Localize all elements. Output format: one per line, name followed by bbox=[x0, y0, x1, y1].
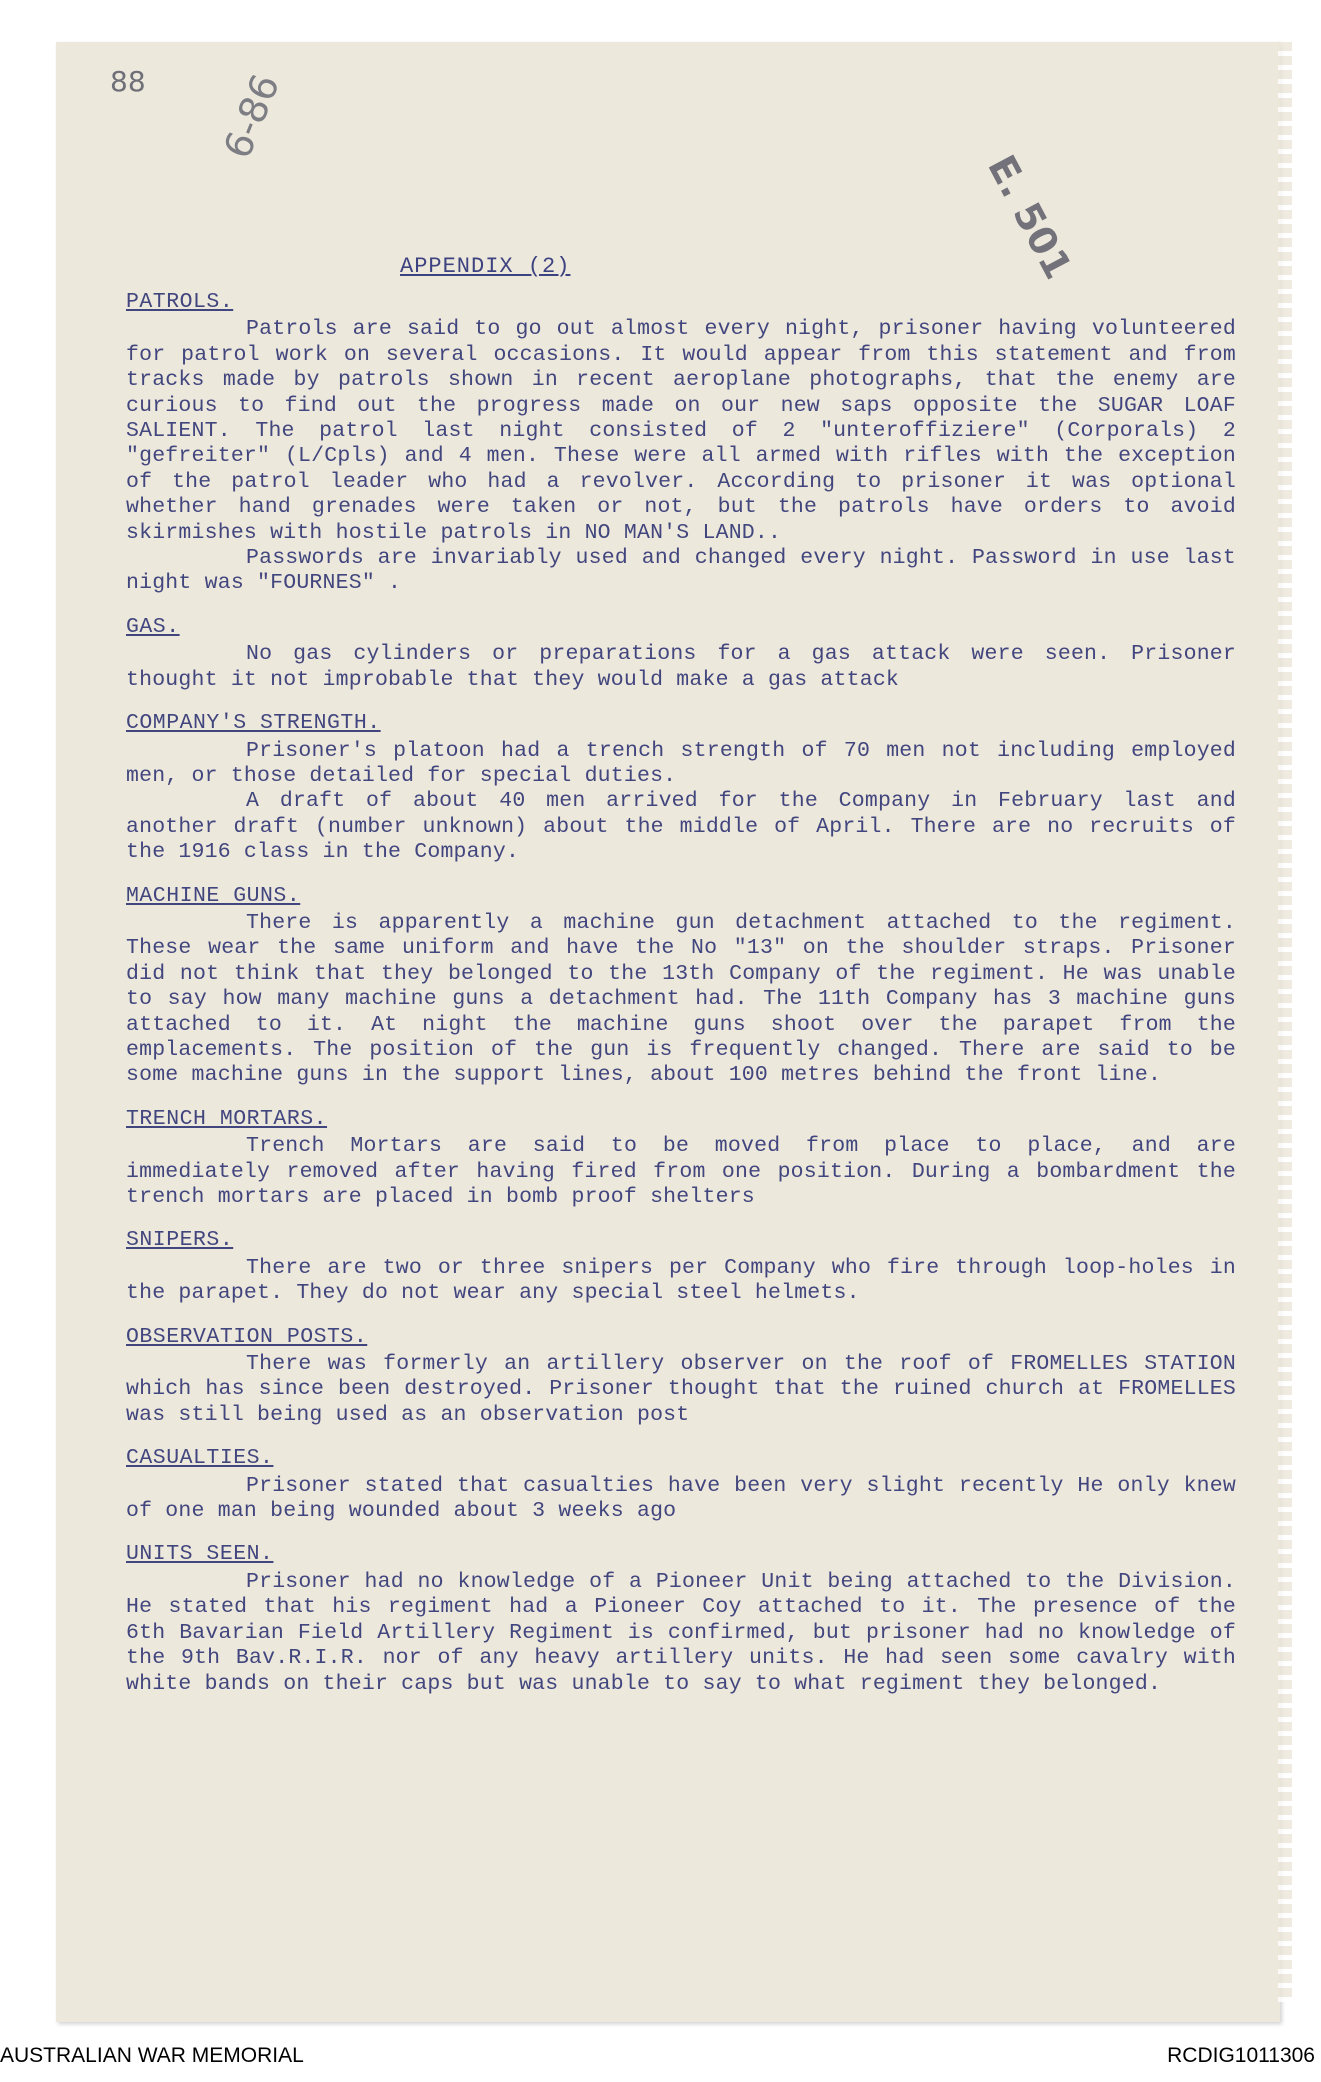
archive-stamp: E. 501 bbox=[979, 148, 1081, 287]
section bbox=[126, 711, 1236, 865]
section bbox=[126, 615, 1236, 693]
section bbox=[126, 1325, 1236, 1429]
section-paragraph: Prisoner had no knowledge of a Pioneer Unit being attached to the Division. He stated that his regiment had a Pioneer Coy attached to it. The presence of the 6th Bavarian Field Artillery Regiment is confirmed, but prisoner had no knowledge of the 9th Bav.R.I.R. nor of any heavy artillery units. He had seen some cavalry with white bands on their caps but was unable to say to what regiment they belonged. bbox=[126, 1569, 1236, 1696]
section bbox=[126, 884, 1236, 1089]
torn-edge bbox=[1278, 42, 1292, 2002]
section bbox=[126, 290, 1236, 597]
section-paragraph: There is apparently a machine gun detachment attached to the regiment. These wear the same uniform and have the No "13" on the shoulder straps. Prisoner did not think that they belonged to the 13th Company of the regiment. He was unable to say how many machine guns a detachment had. The 11th Company has 3 machine guns attached to it. At night the machine guns shoot over the parapet from the emplacements. The position of the gun is frequently changed. There are said to be some machine guns in the support lines, about 100 metres behind the front line. bbox=[126, 910, 1236, 1088]
section-heading: TRENCH MORTARS. bbox=[126, 1106, 328, 1131]
footer-record-id: RCDIG1011306 bbox=[1167, 2044, 1315, 2067]
section bbox=[126, 1446, 1236, 1524]
section-heading: UNITS SEEN. bbox=[126, 1542, 274, 1567]
section-heading: CASUALTIES. bbox=[126, 1446, 274, 1471]
pencil-annotation: 6-86 bbox=[215, 68, 289, 165]
section-heading: GAS. bbox=[126, 614, 180, 639]
section-heading: OBSERVATION POSTS. bbox=[126, 1324, 368, 1349]
document-body bbox=[126, 290, 1236, 1715]
section-heading: SNIPERS. bbox=[126, 1228, 234, 1253]
section bbox=[126, 1107, 1236, 1211]
section bbox=[126, 1542, 1236, 1696]
section-heading: MACHINE GUNS. bbox=[126, 883, 301, 908]
page-number: 88 bbox=[110, 65, 146, 98]
section-paragraph: Passwords are invariably used and changed every night. Password in use last night was "FOURNES" . bbox=[126, 546, 1236, 596]
section-heading: PATROLS. bbox=[126, 290, 234, 314]
section-paragraph: Patrols are said to go out almost every night, prisoner having volunteered for patrol work on several occasions. It would appear from this statement and from tracks made by patrols shown in recent aeroplane photographs, that the enemy are curious to find out the progress made on our new saps opposite the SUGAR LOAF SALIENT. The patrol last night consisted of 2 "unteroffiziere" (Corporals) 2 "gefreiter" (L/Cpls) and 4 men. These were all armed with rifles with the exception of the patrol leader who had a revolver. According to prisoner it was optional whether hand grenades were taken or not, but the patrols have orders to avoid skirmishes with hostile patrols in NO MAN'S LAND.. bbox=[126, 317, 1236, 545]
section-paragraph: There was formerly an artillery observer on the roof of FROMELLES STATION which has since been destroyed. Prisoner thought that the ruined church at FROMELLES was still being used as an observation post bbox=[126, 1352, 1236, 1427]
section-paragraph: Prisoner's platoon had a trench strength of 70 men not including employed men, or those detailed for special duties. bbox=[126, 738, 1236, 788]
section-paragraph: Prisoner stated that casualties have been very slight recently He only knew of one man being wounded about 3 weeks ago bbox=[126, 1473, 1236, 1524]
section-heading: COMPANY'S STRENGTH. bbox=[126, 711, 381, 736]
section-paragraph: Trench Mortars are said to be moved from place to place, and are immediately removed after having fired from one position. During a bombardment the trench mortars are placed in bomb proof shelters bbox=[126, 1134, 1236, 1209]
appendix-title: APPENDIX (2) bbox=[400, 254, 571, 279]
section-paragraph: A draft of about 40 men arrived for the Company in February last and another draft (number unknown) about the middle of April. There are no recruits of the 1916 class in the Company. bbox=[126, 789, 1236, 865]
section bbox=[126, 1228, 1236, 1306]
footer-institution: AUSTRALIAN WAR MEMORIAL bbox=[0, 2044, 304, 2067]
section-paragraph: No gas cylinders or preparations for a gas attack were seen. Prisoner thought it not improbable that they would make a gas attack bbox=[126, 642, 1236, 692]
section-paragraph: There are two or three snipers per Company who fire through loop-holes in the parapet. They do not wear any special steel helmets. bbox=[126, 1255, 1236, 1306]
